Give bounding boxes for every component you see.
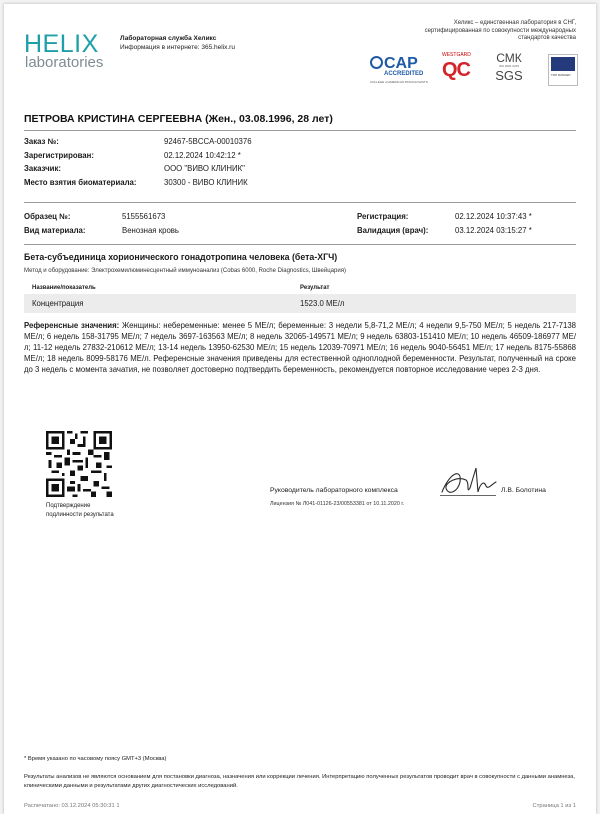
badge-icon	[551, 57, 575, 71]
quality-tagline	[346, 20, 576, 43]
parameter-result: 1523.0 МЕ/л	[300, 299, 345, 308]
qr-caption: Подтверждение подлинности результата	[46, 503, 114, 518]
column-header-result: Результат	[300, 285, 330, 291]
order-values	[164, 135, 414, 189]
helix-logo: HELIX	[24, 30, 99, 58]
cap-accredited-logo: CAP ACCREDITED COLLEGE of AMERICAN PATHOLOGISTS	[370, 55, 428, 84]
handwritten-signature	[436, 462, 502, 502]
registration-date: 02.12.2024 10:37:43 *	[455, 212, 532, 221]
signature-line	[440, 495, 496, 496]
registered-date: 02.12.2024 10:42:12 *	[164, 150, 241, 160]
cap-seal-icon	[370, 56, 383, 69]
table-row	[24, 294, 576, 313]
disclaimer: Результаты анализов не являются основанием для постановки диагноза, назначения или коррекции лечения. Интерпретацию полученных результатов проводит врач в совокупности с данными анамнеза, клиническими данными и результатами других диагностических исследований.	[24, 774, 576, 789]
tagline-line: Хеликс – единственная лаборатория в СНГ,	[453, 20, 576, 26]
timezone-note: * Время указано по часовому поясу GMT+3 (Москва)	[24, 756, 167, 762]
sampling-place: 30300 - ВИВО КЛИНИК	[164, 177, 248, 187]
printed-date: Распечатано: 03.12.2024 05:30:31 1	[24, 803, 120, 809]
westgard-qc-logo: WESTGARD QC	[442, 52, 471, 81]
reference-values	[24, 321, 576, 376]
page-number: Страница 1 из 1	[532, 803, 576, 809]
head-title: Руководитель лабораторного комплекса	[270, 487, 398, 494]
sample-values	[122, 210, 272, 237]
sample-number: 5155561673	[122, 212, 166, 221]
report-page	[4, 4, 596, 814]
material-type: Венозная кровь	[122, 225, 179, 235]
sample-date-labels: Регистрация: Валидация (врач):	[357, 212, 429, 235]
global-ranking-badge: TOP RANKED	[548, 54, 578, 86]
lab-info	[120, 34, 235, 52]
verification-qr-code[interactable]	[46, 431, 112, 497]
helix-logo-subtitle: laboratories	[25, 54, 104, 71]
lab-site: Информация в интернете: 365.helix.ru	[120, 44, 235, 51]
sample-labels: Образец №: Вид материала:	[24, 212, 86, 235]
tagline-line: стандартов качества	[518, 35, 576, 41]
reference-label: Референсные значения:	[24, 321, 120, 330]
divider	[24, 130, 576, 131]
tagline-line: сертифицированная по совокупности международных	[424, 27, 576, 34]
test-title: Бета-субъединица хорионического гонадотропина человека (бета-ХГЧ)	[24, 252, 338, 262]
lab-title: Лабораторная служба Хеликс	[120, 35, 217, 42]
reference-text: Женщины: небеременные: менее 5 МЕ/л; беременные: 3 недели 5,8-71,2 МЕ/л; 4 недели 9,5-750 МЕ/л; 5 недель 217-7138 МЕ/л; 6 недель 158-31795 МЕ/л; 7 недель 3697-163563 МЕ/л; 8 недель 32065-149571 МЕ/л; 9 недель 63803-151410 МЕ/л; 10 недель 46509-186977 МЕ/л; 11-12 недель 27832-210612 МЕ/л; 13-14 недель 13950-62530 МЕ/л; 15 недель 12039-70971 МЕ/л; 16 недель 9040-56451 МЕ/л; 17 недель 8175-55868 МЕ/л; 18 недель 8099-58176 МЕ/л. Референсные значения приведены для естественной одноплодной беременности. Результат, полученный на сроке до 3 недель с момента зачатия, не позволяет достоверно подтвердить беременность, рекомендуется повторное исследование через 2-3 дня.	[24, 321, 577, 374]
results-table	[24, 282, 576, 313]
divider	[24, 244, 576, 245]
parameter-name: Концентрация	[32, 299, 84, 308]
table-header	[24, 282, 576, 294]
head-name: Л.В. Болотина	[501, 487, 546, 494]
sgs-logo: СМК ISO 9001:2015 SGS	[495, 51, 523, 83]
patient-title: ПЕТРОВА КРИСТИНА СЕРГЕЕВНА (Жен., 03.08.1996, 28 лет)	[24, 113, 333, 125]
validation-date: 03.12.2024 03:15:27 *	[455, 225, 532, 235]
sample-date-values	[455, 210, 580, 237]
customer: ООО "ВИВО КЛИНИК"	[164, 164, 245, 173]
order-number: 92467-5BCCA-00010376	[164, 137, 252, 146]
license-info: Лицензия № Л041-01126-23/00553381 от 10.11.2020 г.	[270, 501, 405, 507]
column-header-name: Название/показатель	[32, 285, 96, 291]
accreditation-badges	[370, 52, 578, 88]
divider	[24, 202, 576, 203]
test-method: Метод и оборудование: Электрохемилюминесцентный иммуноанализ (Cobas 6000, Roche Diagnostics, Швейцария)	[24, 268, 346, 274]
order-labels: Заказ №: Зарегистрирован: Заказчик: Место взятия биоматериала:	[24, 137, 137, 187]
